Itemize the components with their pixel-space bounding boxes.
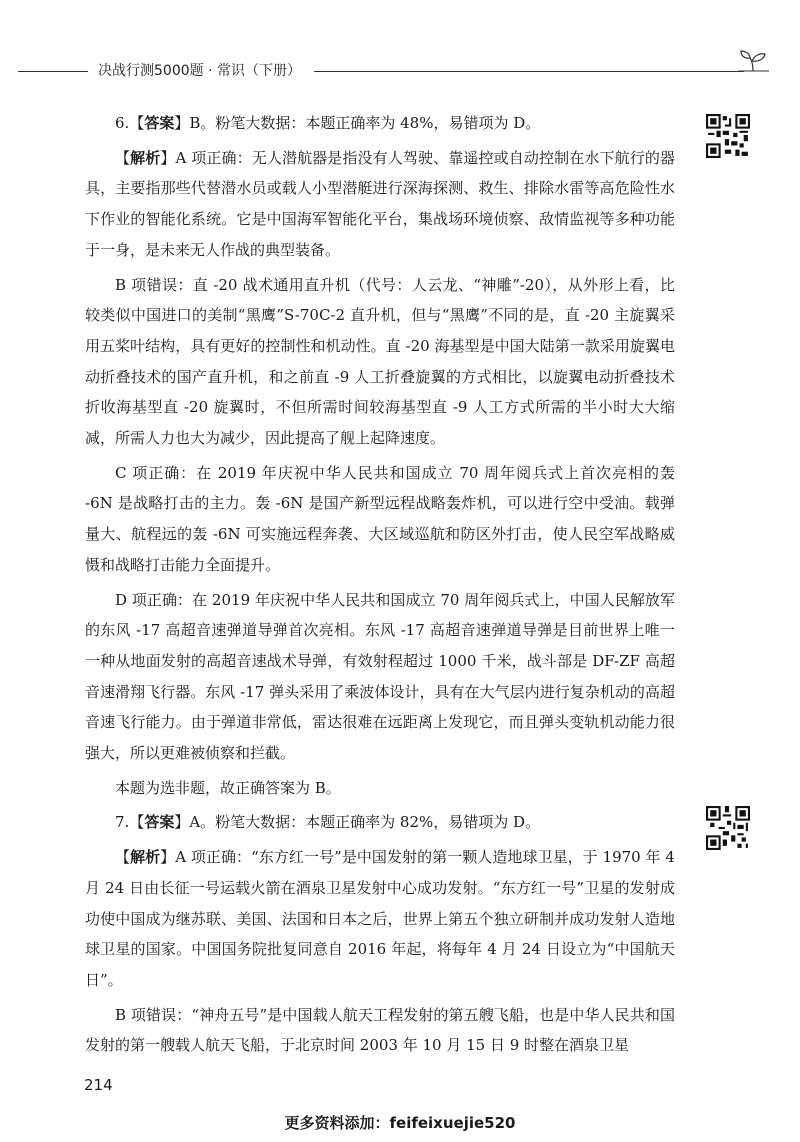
running-header <box>14 56 764 86</box>
leaf-sprout-icon <box>736 48 770 76</box>
option-c-paragraph: C 项正确：在 2019 年庆祝中华人民共和国成立 70 周年阅兵式上首次亮相的轰 -6N 是战略打击的主力。轰 -6N 是国产新型远程战略轰炸机，可以进行空中受油。载弹量大、航程远的轰 -6N 可实施远程奔袭、大区域巡航和防区外打击，使人民空军战略威慑和战略打击能力全面提升。 <box>85 463 675 574</box>
footer-note: 更多资料添加：feifeixuejie520 <box>284 1114 516 1132</box>
analysis-paragraph: 【解析】A 项正确：无人潜航器是指没有人驾驶、靠遥控或自动控制在水下航行的器具，主要指那些代替潜水员或载人小型潜艇进行深海探测、救生、排除水雷等高危险性水下作业的智能化系统。它是中国海军智能化平台，集战场环境侦察、敌情监视等多种功能于一身，是未来无人作战的典型装备。 <box>85 148 675 259</box>
page-number: 214 <box>84 1076 113 1094</box>
main-content <box>85 108 675 1061</box>
analysis-paragraph: 【解析】A 项正确：“东方红一号”是中国发射的第一颗人造地球卫星，于 1970 年 4 月 24 日由长征一号运载火箭在酒泉卫星发射中心成功发射。“东方红一号”卫星的发射成功使中国成为继苏联、美国、法国和日本之后，世界上第五个独立研制并成功发射人造地球卫星的国家。中国国务院批复同意自 2016 年起，将每年 4 月 24 日设立为“中国航天日”。 <box>85 848 675 989</box>
option-d-paragraph: D 项正确：在 2019 年庆祝中华人民共和国成立 70 周年阅兵式上，中国人民解放军的东风 -17 高超音速弹道导弹首次亮相。东风 -17 高超音速弹道导弹是目前世界上唯一一种从地面发射的高超音速战术导弹，有效射程超过 1000 千米，战斗部是 DF-ZF 高超音速滑翔飞行器。东风 -17 弹头采用了乘波体设计，具有在大气层内进行复杂机动的高超音速飞行能力。由于弹道非常低，雷达很难在远距离上发现它，而且弹头变轨机动能力很强大，所以更难被侦察和拦截。 <box>85 590 675 763</box>
qr-code-icon[interactable] <box>706 114 750 158</box>
answer-paragraph: 6.【答案】B。粉笔大数据：本题正确率为 48%，易错项为 D。 <box>115 114 541 132</box>
option-b-paragraph: B 项错误：直 -20 战术通用直升机（代号：人云龙、“神雕”-20），从外形上看，比较类似中国进口的美制“黑鹰”S-70C-2 直升机，但与“黑鹰”不同的是，直 -20 主旋翼采用五桨叶结构，具有更好的控制性和机动性。直 -20 海基型是中国大陆第一款采用旋翼电动折叠技术的国产直升机，和之前直 -9 人工折叠旋翼的方式相比，以旋翼电动折叠技术折收海基型直 -20 旋翼时，不但所需时间较海基型直 -9 人工方式所需的半小时大大缩减，所需人力也大为减少，因此提高了舰上起降速度。 <box>85 275 675 448</box>
answer-paragraph: 7.【答案】A。粉笔大数据：本题正确率为 82%，易错项为 D。 <box>115 813 541 832</box>
header-rule-left <box>18 71 88 72</box>
conclusion-paragraph: 本题为选非题，故正确答案为 B。 <box>115 778 341 797</box>
book-title: 决战行测5000题 · 常识（下册） <box>98 63 301 79</box>
header-rule-right <box>314 71 744 72</box>
option-b-paragraph: B 项错误：“神舟五号”是中国载人航天工程发射的第五艘飞船，也是中华人民共和国发射的第一艘载人航天飞船，于北京时间 2003 年 10 月 15 日 9 时整在酒泉卫星 <box>85 1005 675 1055</box>
qr-code-icon[interactable] <box>706 806 750 850</box>
